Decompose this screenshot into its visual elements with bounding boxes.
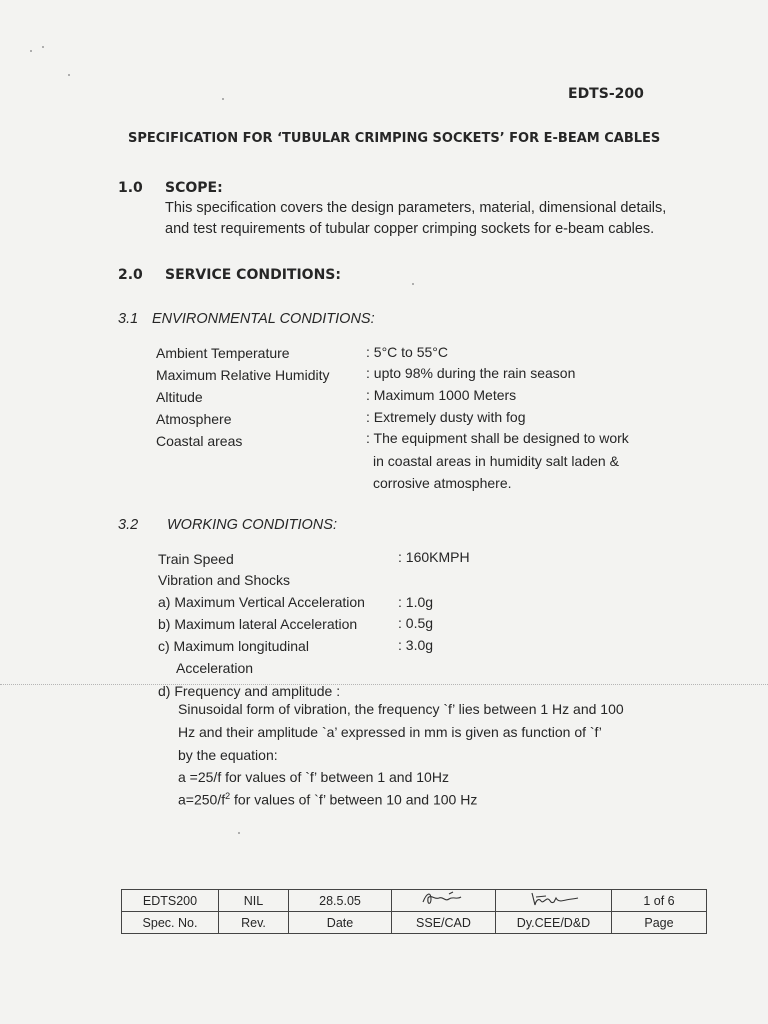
rev-label: Rev. <box>219 912 289 934</box>
footer-values-row <box>122 890 707 912</box>
document-code: EDTS-200 <box>568 86 644 102</box>
accel-value: : 3.0g <box>398 637 434 653</box>
env-label: Ambient Temperature <box>156 345 290 361</box>
env-value: : The equipment shall be designed to work <box>366 430 629 446</box>
accel-value: : 1.0g <box>398 594 434 610</box>
env-label: Maximum Relative Humidity <box>156 367 330 383</box>
scan-speck <box>222 98 224 100</box>
page-title: SPECIFICATION FOR ‘TUBULAR CRIMPING SOCKETS’ FOR E-BEAM CABLES <box>128 131 661 146</box>
service-number: 2.0 <box>118 267 143 283</box>
service-heading: SERVICE CONDITIONS: <box>165 267 341 283</box>
environmental-heading: ENVIRONMENTAL CONDITIONS: <box>152 311 375 327</box>
rev-value: NIL <box>219 890 289 912</box>
spec-no-label: Spec. No. <box>122 912 219 934</box>
page-value: 1 of 6 <box>612 890 707 912</box>
env-value: : Extremely dusty with fog <box>366 409 526 425</box>
scope-text: This specification covers the design parameters, material, dimensional details, <box>165 200 667 216</box>
vibration-label: Vibration and Shocks <box>158 572 291 588</box>
env-value-cont: corrosive atmosphere. <box>373 475 512 491</box>
env-label: Atmosphere <box>156 411 232 427</box>
scan-fold-line <box>0 684 768 685</box>
accel-label: a) Maximum Vertical Acceleration <box>158 594 365 610</box>
train-speed-label: Train Speed <box>158 551 234 567</box>
accel-label-cont: Acceleration <box>176 660 254 676</box>
env-value: : upto 98% during the rain season <box>366 365 576 381</box>
environmental-number: 3.1 <box>118 311 139 327</box>
env-label: Altitude <box>156 389 203 405</box>
scope-text: and test requirements of tubular copper crimping sockets for e-beam cables. <box>165 221 655 237</box>
spec-no-value: EDTS200 <box>122 890 219 912</box>
accel-label: b) Maximum lateral Acceleration <box>158 616 358 632</box>
page-label: Page <box>612 912 707 934</box>
working-number: 3.2 <box>118 517 139 533</box>
footer-table <box>121 889 707 934</box>
env-value-cont: in coastal areas in humidity salt laden & <box>373 453 619 469</box>
working-heading: WORKING CONDITIONS: <box>167 517 337 533</box>
frequency-text: by the equation: <box>178 747 278 763</box>
scan-speck <box>68 74 70 76</box>
env-value: : Maximum 1000 Meters <box>366 387 517 403</box>
frequency-text: Hz and their amplitude `a’ expressed in mm is given as function of `f’ <box>178 724 602 740</box>
date-value: 28.5.05 <box>289 890 392 912</box>
scan-speck <box>238 832 240 834</box>
scope-number: 1.0 <box>118 180 143 196</box>
dycee-signature-cell <box>496 890 612 912</box>
equation-2: $a=250/f^2$ for values of `f’ between 10 and 100 Hz <box>178 791 478 808</box>
dycee-signature <box>526 890 582 908</box>
accel-value: : 0.5g <box>398 615 434 631</box>
frequency-label: d) Frequency and amplitude : <box>158 683 341 699</box>
train-speed-value: : 160KMPH <box>398 549 470 565</box>
sse-cad-label: SSE/CAD <box>392 912 496 934</box>
equation-1: a =25/f for values of `f’ between 1 and 10Hz <box>178 769 449 785</box>
scan-speck <box>42 46 44 48</box>
scan-speck <box>412 283 414 285</box>
footer-labels-row <box>122 912 707 934</box>
accel-label: c) Maximum longitudinal <box>158 638 309 654</box>
env-value: : 5°C to 55°C <box>366 344 449 360</box>
scan-speck <box>30 50 32 52</box>
frequency-text: Sinusoidal form of vibration, the frequency `f’ lies between 1 Hz and 100 <box>178 701 624 717</box>
date-label: Date <box>289 912 392 934</box>
sse-signature-cell <box>392 890 496 912</box>
dy-cee-label: Dy.CEE/D&D <box>496 912 612 934</box>
scope-heading: SCOPE: <box>165 180 223 196</box>
sse-signature <box>419 890 469 908</box>
env-label: Coastal areas <box>156 433 243 449</box>
